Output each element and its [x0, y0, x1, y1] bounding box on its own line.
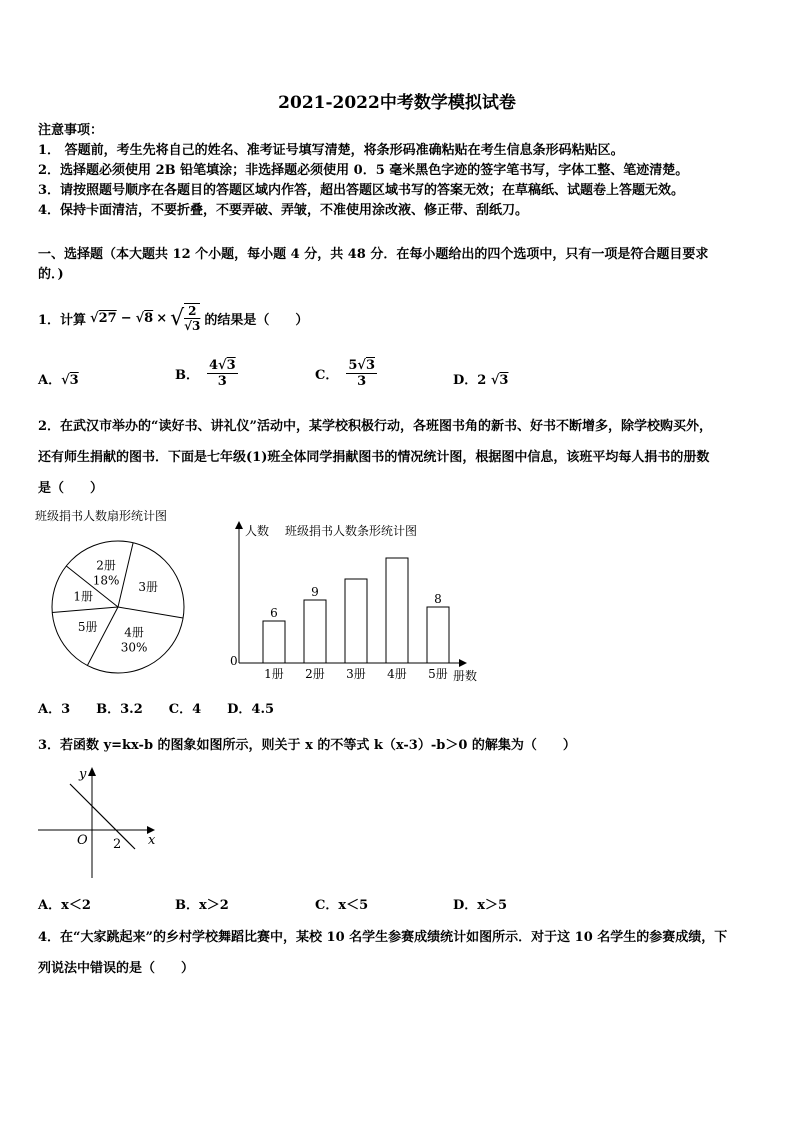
question-2-cont: 是（ ） [38, 481, 104, 496]
bar-category-label: 2册 [305, 667, 325, 681]
notice-item: 3．请按照题号顺序在各题目的答题区域内作答，超出答题区域书写的答案无效；在草稿纸、试题卷上答题无效。 [38, 183, 685, 198]
option-rad: 3 [226, 358, 236, 373]
option-rad: 3 [499, 373, 509, 388]
pie-slice-label: 1册 [73, 589, 94, 604]
q1-option-c [315, 358, 377, 389]
option-den: 3 [217, 374, 227, 389]
pie-chart [30, 505, 200, 690]
pie-slice-label: 4册 [124, 625, 144, 640]
sqrt-icon: √ [135, 310, 145, 326]
sqrt-icon: √ [184, 319, 193, 333]
option-coef: 5 [348, 358, 358, 373]
pie-slice-percent: 30% [120, 640, 148, 655]
q1-option-a [38, 369, 79, 388]
q1-option-b [175, 358, 238, 389]
option-label: A． [38, 373, 62, 388]
q3-option-b: B．x＞2 [175, 898, 229, 913]
bar [263, 621, 285, 663]
q2-options: A．3 B．3.2 C．4 D．4.5 [38, 702, 275, 717]
pie-slice-edge [118, 543, 133, 607]
q1-minus: − [120, 310, 132, 326]
question-4-cont: 列说法中错误的是（ ） [38, 961, 195, 976]
q1-r8: 8 [144, 310, 154, 326]
pie-slice-label: 5册 [77, 620, 98, 635]
bar [386, 558, 408, 663]
question-4: 4．在“大家跳起来”的乡村学校舞蹈比赛中，某校 10 名学生参赛成绩统计如图所示．对于这 10 名学生的参赛成绩，下 [38, 930, 728, 945]
option-den: 3 [357, 374, 367, 389]
pie-slice-label: 3册 [138, 579, 159, 594]
section-heading-cont: 的．) [38, 267, 64, 282]
option-label: B． [175, 368, 199, 383]
bar-category-label: 1册 [264, 667, 284, 681]
q1-times: × [156, 310, 168, 326]
sqrt-icon: √ [490, 373, 500, 388]
question-3: 3．若函数 y=kx-b 的图象如图所示，则关于 x 的不等式 k（x-3）-b＞0 的解集为（ ） [38, 738, 576, 753]
q1-fraction [184, 303, 200, 333]
option-fraction [346, 358, 377, 389]
q3-option-a: A．x＜2 [38, 898, 91, 913]
graph-y-label: y [79, 767, 87, 782]
pie-slice-percent: 18% [92, 573, 120, 588]
pie-slice-edge [118, 607, 183, 618]
bar [427, 607, 449, 663]
option-coef: 2 [477, 373, 487, 388]
sqrt-icon: √ [170, 305, 185, 331]
notice-item: 2．选择题必须使用 2B 铅笔填涂；非选择题必须使用 0．5 毫米黑色字迹的签字笔书写，字体工整、笔迹清楚。 [38, 163, 689, 178]
q3-option-d: D．x＞5 [453, 898, 508, 913]
q1-option-d [453, 369, 508, 388]
bar [345, 579, 367, 663]
bar-title: 班级捐书人数条形统计图 [285, 524, 418, 538]
bar-value-label: 8 [434, 592, 442, 606]
section-heading: 一、选择题（本大题共 12 个小题，每小题 4 分，共 48 分．在每小题给出的四个选项中，只有一项是符合题目要求 [38, 247, 709, 262]
bar-chart [225, 515, 495, 690]
sqrt-icon: √ [218, 358, 227, 373]
function-graph [35, 762, 165, 882]
page-title: 2021-2022中考数学模拟试卷 [278, 93, 516, 113]
pie-slice-edge [87, 607, 118, 665]
y-axis-arrow-icon [235, 521, 243, 529]
bar-category-label: 5册 [428, 667, 448, 681]
pie-slices [52, 541, 184, 673]
bar-value-label: 9 [311, 585, 319, 599]
question-1 [38, 298, 308, 338]
bar-value-label: 6 [270, 606, 278, 620]
x-axis-label: 册数 [453, 669, 478, 683]
option-value: 3 [69, 373, 79, 388]
option-fraction [207, 358, 238, 389]
q1-r27: 27 [98, 310, 117, 326]
option-rad: 3 [365, 358, 375, 373]
question-2: 2．在武汉市举办的“读好书、讲礼仪”活动中，某学校积极行动，各班图书角的新书、好书不断增多，除学校购买外， [38, 419, 713, 434]
q1-frac-den: 3 [192, 319, 201, 333]
origin-label: 0 [230, 654, 238, 668]
option-label: C． [315, 368, 339, 383]
graph-origin-label: O [77, 833, 88, 848]
sqrt-icon: √ [61, 373, 70, 388]
pie-slice-edge [52, 607, 118, 612]
q1-prefix: 1．计算 [38, 312, 87, 328]
graph-x-label: x [148, 833, 156, 848]
sqrt-icon: √ [357, 358, 366, 373]
sqrt-icon: √ [90, 310, 99, 326]
q3-option-c: C．x＜5 [315, 898, 369, 913]
bar-category-label: 4册 [387, 667, 407, 681]
notice-heading: 注意事项： [38, 123, 104, 138]
q1-frac-num: 2 [184, 304, 200, 319]
option-label: D． [453, 373, 478, 388]
q1-suffix: 的结果是（ ） [204, 312, 309, 328]
pie-title: 班级捐书人数扇形统计图 [35, 509, 168, 523]
bar [304, 600, 326, 663]
question-2-cont: 还有师生捐献的图书．下面是七年级(1)班全体同学捐献图书的情况统计图，根据图中信息，该班平均每人捐书的册数 [38, 450, 710, 465]
notice-item: 4．保持卡面清洁，不要折叠，不要弄破、弄皱，不准使用涂改液、修正带、刮纸刀。 [38, 203, 529, 218]
x-axis-arrow-icon [459, 659, 467, 667]
y-axis-label: 人数 [245, 524, 270, 538]
option-coef: 4 [209, 358, 219, 373]
graph-intercept-label: 2 [113, 837, 122, 852]
pie-slice-label: 2册 [96, 558, 116, 573]
graph-y-arrow-icon [88, 767, 96, 776]
notice-item: 1． 答题前，考生先将自己的姓名、准考证号填写清楚，将条形码准确粘贴在考生信息条形码粘贴区。 [38, 143, 624, 158]
bar-category-label: 3册 [346, 667, 366, 681]
